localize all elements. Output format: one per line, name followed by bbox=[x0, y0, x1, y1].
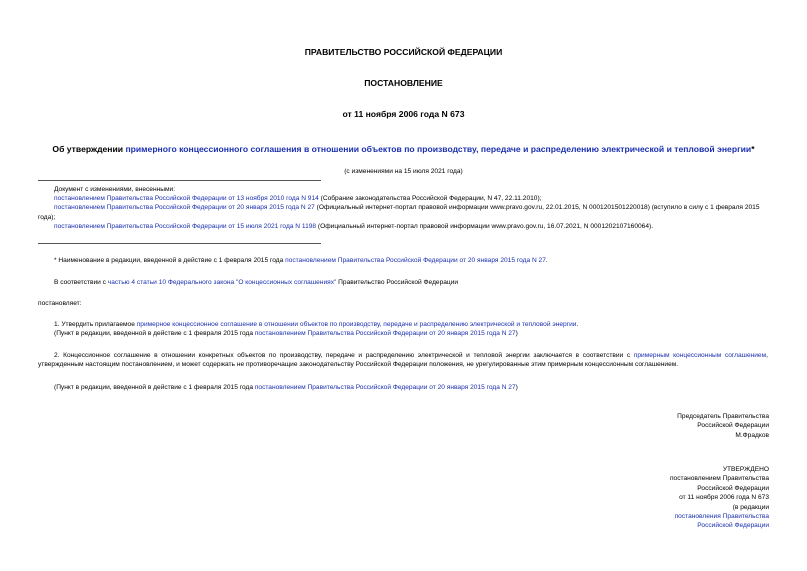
item-2-note-link[interactable]: постановлением Правительства Российской Федерации от 20 января 2015 года N 27 bbox=[254, 384, 516, 391]
amendment-details: (Официальный интернет-портал правовой информации www.pravo.gov.ru, 22.01.2015, N 0001201501220018) (вступило в силу с 1 февраля 2015 года); bbox=[38, 204, 760, 221]
approved-line-4: (в редакции bbox=[732, 503, 769, 511]
approved-line-1: постановлением Правительства bbox=[669, 475, 769, 483]
signature-country: Российской Федерации bbox=[697, 422, 769, 430]
document-type: ПОСТАНОВЛЕНИЕ bbox=[364, 78, 443, 88]
footnote-link[interactable]: постановлением Правительства Российской Федерации от 20 января 2015 года N 27 bbox=[285, 257, 546, 264]
item-1 bbox=[38, 320, 768, 338]
signature-name: М.Фрадков bbox=[735, 431, 769, 439]
amendment-item bbox=[38, 194, 768, 203]
amendment-item bbox=[38, 203, 768, 221]
amendment-link[interactable]: постановлением Правительства Российской Федерации от 13 ноября 2010 года N 914 bbox=[54, 195, 319, 203]
title-link[interactable]: примерного концессионного соглашения в отношении объектов по производству, передаче и распределению электрической и тепловой энергии bbox=[125, 144, 752, 154]
signature-block bbox=[569, 412, 769, 440]
item-1-note bbox=[38, 329, 768, 338]
government-name: ПРАВИТЕЛЬСТВО РОССИЙСКОЙ ФЕДЕРАЦИИ bbox=[304, 47, 503, 57]
footnote bbox=[38, 256, 768, 265]
item-2-note bbox=[38, 383, 768, 392]
amendment-link[interactable]: постановлением Правительства Российской Федерации от 15 июля 2021 года N 1198 bbox=[54, 222, 317, 230]
item-1-link[interactable]: примерное концессионное соглашение в отношении объектов по производству, передаче и распределению электрической и тепловой энергии bbox=[136, 321, 577, 328]
approved-heading: УТВЕРЖДЕНО bbox=[722, 466, 769, 473]
item-2-note-post: ) bbox=[515, 384, 518, 391]
amendment-item bbox=[38, 222, 768, 231]
title-prefix: Об утверждении bbox=[52, 144, 126, 154]
item-1-text bbox=[38, 320, 768, 329]
item-2-note-pre: (Пункт в редакции, введенной в действие с 1 февраля 2015 года bbox=[54, 384, 255, 391]
basis-law-link[interactable]: частью 4 статьи 10 Федерального закона "О концессионных соглашениях" bbox=[107, 279, 337, 286]
approved-link-1[interactable]: постановления Правительства bbox=[674, 513, 769, 521]
item-2-pre: 2. Концессионное соглашение в отношении конкретных объектов по производству, передаче и распределению электрической и тепловой энергии заключается в соответствии с bbox=[54, 352, 634, 359]
document-date-number: от 11 ноября 2006 года N 673 bbox=[342, 109, 465, 119]
item-1-note-link[interactable]: постановлением Правительства Российской Федерации от 20 января 2015 года N 27 bbox=[254, 330, 516, 338]
amendments-block bbox=[38, 185, 768, 231]
item-1-post: . bbox=[576, 321, 579, 328]
divider-bottom bbox=[38, 243, 321, 244]
changes-note: (с изменениями на 15 июля 2021 года) bbox=[344, 168, 463, 175]
approved-link-2[interactable]: Российской Федерации bbox=[697, 522, 769, 530]
signature-title: Председатель Правительства bbox=[677, 413, 769, 420]
approved-line-3: от 11 ноября 2006 года N 673 bbox=[679, 494, 769, 502]
basis-post: Правительство Российской Федерации bbox=[336, 279, 459, 286]
divider-top bbox=[38, 180, 321, 181]
document-title bbox=[0, 144, 807, 154]
footnote-end: . bbox=[545, 257, 548, 264]
title-star: * bbox=[751, 144, 755, 154]
basis-pre: В соответствии с bbox=[54, 279, 108, 286]
decrees-word: постановляет: bbox=[38, 300, 82, 307]
item-1-pre: 1. Утвердить прилагаемое bbox=[54, 321, 137, 328]
item-1-note-pre: (Пункт в редакции, введенной в действие с 1 февраля 2015 года bbox=[54, 330, 255, 338]
amendment-details: (Собрание законодательства Российской Федерации, N 47, 22.11.2010); bbox=[318, 195, 542, 203]
item-2-post: , утвержденным настоящим постановлением, и может содержать не противоречащие законодательству Российской Федерации положения, не урегулированные этим примерным концессионным соглашением. bbox=[38, 352, 768, 369]
amendments-intro: Документ с изменениями, внесенными: bbox=[54, 186, 176, 193]
basis-paragraph bbox=[38, 278, 768, 287]
amendment-link[interactable]: постановлением Правительства Российской Федерации от 20 января 2015 года N 27 bbox=[54, 204, 315, 212]
item-2-link[interactable]: примерным концессионным соглашением bbox=[633, 352, 767, 359]
approved-line-2: Российской Федерации bbox=[697, 484, 769, 492]
footnote-text: * Наименование в редакции, введенной в действие с 1 февраля 2015 года bbox=[54, 257, 286, 264]
item-1-note-post: ) bbox=[515, 330, 518, 338]
amendment-details: (Официальный интернет-портал правовой информации www.pravo.gov.ru, 16.07.2021, N 0001202107160064). bbox=[316, 222, 654, 230]
item-2 bbox=[38, 351, 768, 369]
approved-block bbox=[569, 465, 769, 531]
